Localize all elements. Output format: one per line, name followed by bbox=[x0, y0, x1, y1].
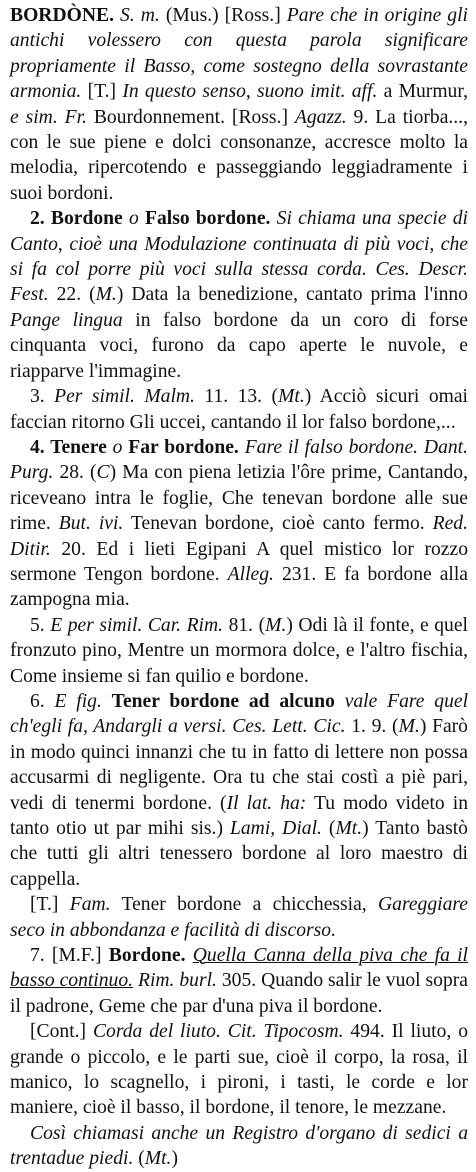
entry-text: Lami, Dial. bbox=[229, 818, 322, 839]
entry-text: Mt. bbox=[278, 386, 305, 408]
entry-text: ) Odi là il fonte, e quel fronzuto pino, Mentre un mormora dolce, e l'altro fischia, Come insieme si fan quilio e bordone. bbox=[10, 614, 468, 687]
entry-sense-3 bbox=[10, 384, 468, 435]
entry-text: Per simil. Malm. bbox=[54, 386, 195, 408]
entry-text: Il lat. ha: bbox=[226, 792, 307, 814]
entry-text: 28. ( bbox=[53, 462, 97, 484]
entry-text: 305. Quando salir le vuol sopra il padrone, Geme che par d'una piva il bordone. bbox=[10, 970, 468, 1017]
entry-text: Corda del liuto. Cit. Tipocosm. bbox=[92, 1021, 344, 1043]
entry-text: S. m. bbox=[120, 5, 160, 26]
entry-text: 7. [M.F.] bbox=[30, 945, 109, 967]
entry-text: (Mus.) [Ross.] bbox=[159, 5, 287, 26]
entry-sense-2 bbox=[10, 206, 468, 384]
entry-text: Agazz. bbox=[294, 106, 347, 128]
entry-text: ) Farò in modo quinci innanzi che tu in fatto di lettere non possa accusarmi di negligente. Ora tu che stai costì a piè pari, vedi di tenermi bordone. ( bbox=[10, 716, 468, 814]
entry-headword: 2. Bordone bbox=[30, 208, 123, 230]
entry-text: E fig. bbox=[54, 690, 102, 712]
entry-text: 9. La tiorba..., con le sue piene e dolci consonanze, accresce molto la melodia, ripercotendo e passeggiando leggiadramente i suoi bordoni. bbox=[10, 106, 468, 204]
entry-text: E per simil. Car. Rim. bbox=[50, 614, 224, 636]
entry-text: C bbox=[96, 462, 110, 484]
entry-text: o bbox=[106, 436, 129, 458]
entry-sense-6 bbox=[10, 689, 468, 892]
entry-text: 231. E fa bordone alla zampogna mia. bbox=[10, 563, 468, 611]
entry-text: , bbox=[190, 55, 204, 77]
entry-text bbox=[186, 945, 193, 966]
entry-text: 494. Il liuto, o grande o piccolo, e le parti sue, cioè il corpo, la rosa, il manico, lo scagnello, i pironi, i tasti, le corde e lor maniere, cioè il basso, il bordone, il tenore, le mezzane. bbox=[10, 1021, 468, 1119]
entry-text: Red. Ditir. bbox=[10, 513, 468, 560]
entry-text: Mt. bbox=[144, 1148, 172, 1170]
entry-text: [Cont.] bbox=[30, 1021, 93, 1043]
entry-text: M. bbox=[265, 614, 287, 636]
entry-text: Alleg. bbox=[227, 563, 274, 585]
entry-text: 11. 13. ( bbox=[194, 386, 279, 408]
entry-text: ) Ma con piena letizia l'ôre prime, Cantando, riceveano intra le foglie, Che tenevan bordone alle sue rime. bbox=[10, 462, 468, 535]
entry-text bbox=[335, 691, 345, 712]
entry-text: Bourdonnement. [Ross.] bbox=[86, 106, 295, 128]
entry-text: M. bbox=[398, 716, 420, 738]
entry-headword: Falso bordone. bbox=[145, 208, 271, 230]
entry-text: Rim. burl. bbox=[137, 970, 217, 992]
entry-text: But. ivi. bbox=[58, 513, 124, 535]
entry-text: cioè una Modulazione continuata di più voci, che si fa col porre più voci sulla stessa corda. Ces. Descr. Fest. bbox=[10, 233, 469, 306]
entry-text: Gareggiare seco in abbondanza e facilità di discorso. bbox=[10, 894, 468, 941]
entry-text: o bbox=[122, 208, 145, 230]
entry-text: 20. Ed i lieti Egipani A quel mistico lor rozzo sermone Tengon bordone. bbox=[10, 538, 468, 585]
entry-text: , bbox=[57, 233, 70, 255]
entry-text: ) Data la benedizione, cantato prima l'inno bbox=[116, 284, 468, 306]
entry-sense-5 bbox=[10, 613, 468, 689]
entry-headword: 4. Tenere bbox=[30, 436, 107, 458]
entry-text bbox=[102, 691, 112, 712]
entry-text: M. bbox=[95, 284, 117, 306]
entry-text: Pare che in origine gli antichi volessero con questa parola significare propriamente il Basso bbox=[10, 5, 468, 77]
entry-text: in falso bordone da un coro di forse cinquanta voci, furono da capo aperte le nuvole, e riapparve l'immagine. bbox=[10, 309, 468, 382]
entry-text: Tener bordone a chicchessia, bbox=[110, 894, 378, 916]
entry-sense-7 bbox=[10, 943, 468, 1019]
entry-cont bbox=[10, 1019, 468, 1121]
entry-sense-6-fam bbox=[10, 892, 468, 943]
entry-text: 5. bbox=[30, 614, 51, 636]
entry-text: 22. ( bbox=[48, 284, 96, 306]
entry-text: e sim. Fr. bbox=[10, 106, 87, 128]
entry-text: Fare il falso bordone. Dant. Purg. bbox=[10, 436, 469, 484]
entry-text: 81. ( bbox=[223, 614, 266, 636]
entry-headword: Far bordone. bbox=[128, 436, 239, 458]
entry-text: a Murmur, bbox=[377, 81, 468, 103]
entry-text: Tenevan bordone, cioè canto fermo. bbox=[123, 513, 433, 535]
entry-text: ) Acciò sicuri omai faccian ritorno Gli uccei, cantando il lor falso bordone,... bbox=[10, 386, 469, 433]
entry-text: Tu modo videto in tanto otio ut par mihi sis.) bbox=[10, 792, 469, 839]
entry-text: come sostegno della sovrastante armonia. bbox=[10, 55, 468, 103]
entry-text: 6. bbox=[30, 690, 55, 712]
entry-text: [T.] bbox=[81, 81, 123, 103]
entry-text: Così chiamasi anche un Registro d'organo di sedici a trentadue piedi. bbox=[10, 1122, 468, 1170]
entry-text: ( bbox=[321, 818, 336, 839]
entry-text: 1. 9. ( bbox=[345, 716, 399, 738]
entry-text: ) bbox=[171, 1148, 178, 1170]
entry-text: [T.] bbox=[30, 894, 70, 916]
entry-sense-4 bbox=[10, 435, 468, 613]
entry-main bbox=[10, 3, 468, 206]
entry-text: Fam. bbox=[69, 894, 111, 916]
entry-headword: BORDÒNE. bbox=[10, 5, 114, 26]
entry-text: ) Tanto bastò che tutti gli altri tenessero bordone al loro maestro di cappella. bbox=[10, 818, 468, 890]
entry-text: ( bbox=[133, 1148, 145, 1170]
entry-headword: Bordone. bbox=[108, 945, 186, 967]
entry-text: Si chiama una specie di Canto bbox=[10, 208, 468, 255]
entry-headword: Tener bordone ad alcuno bbox=[111, 690, 335, 712]
entry-text: Mt. bbox=[335, 818, 363, 839]
entry-organ bbox=[10, 1121, 468, 1172]
entry-text: In questo senso, suono imit. aff. bbox=[122, 81, 378, 103]
entry-text: vale Fare quel ch'egli fa, Andargli a versi. Ces. Lett. Cic. bbox=[10, 690, 469, 738]
entry-text: 3. bbox=[30, 386, 55, 408]
entry-text: Quella Canna della piva che fa il basso continuo. bbox=[10, 945, 468, 992]
entry-text: Pange lingua bbox=[10, 309, 123, 331]
